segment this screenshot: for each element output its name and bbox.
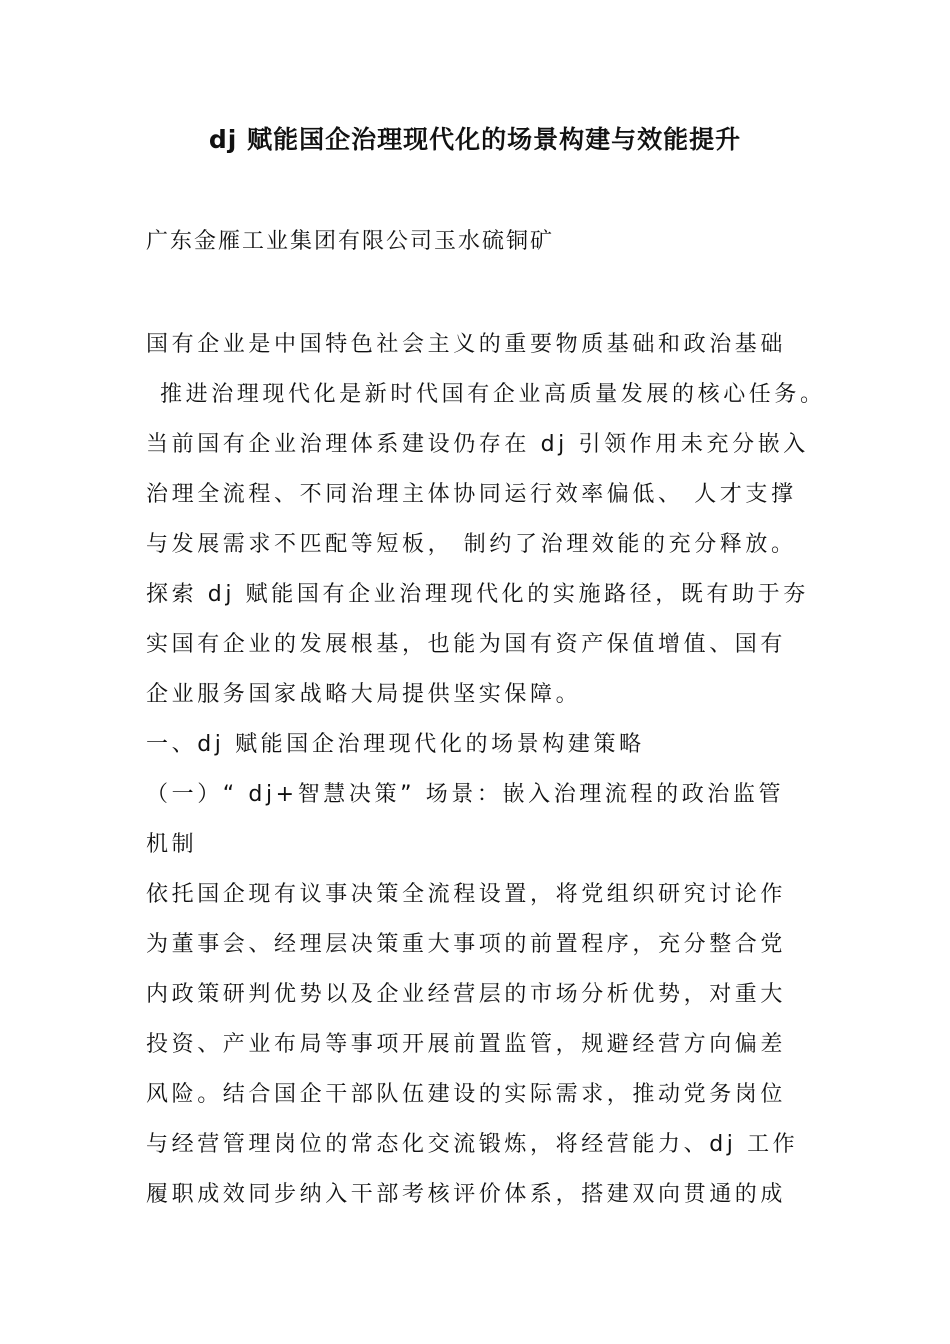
- author-affiliation: 广东金雁工业集团有限公司玉水硫铜矿: [146, 229, 555, 254]
- body-line: 为董事会、经理层决策重大事项的前置程序，充分整合党: [146, 932, 787, 957]
- body-line: 推进治理现代化是新时代国有企业高质量发展的核心任务。: [160, 382, 826, 407]
- body-line: 探索 dj 赋能国有企业治理现代化的实施路径，既有助于夯: [146, 582, 809, 607]
- body-line: 实国有企业的发展根基，也能为国有资产保值增值、国有: [146, 632, 787, 657]
- body-line: 履职成效同步纳入干部考核评价体系，搭建双向贯通的成: [146, 1182, 787, 1207]
- body-line: 依托国企现有议事决策全流程设置，将党组织研究讨论作: [146, 882, 787, 907]
- body-line: 内政策研判优势以及企业经营层的市场分析优势，对重大: [146, 982, 787, 1007]
- body-line: 国有企业是中国特色社会主义的重要物质基础和政治基础: [146, 332, 787, 357]
- document-body: [146, 320, 846, 1220]
- body-line: 当前国有企业治理体系建设仍存在 dj 引领作用未充分嵌入: [146, 432, 809, 457]
- body-line: 风险。结合国企干部队伍建设的实际需求，推动党务岗位: [146, 1082, 787, 1107]
- subsection-heading-cont: 机制: [146, 832, 198, 857]
- document-title: dj 赋能国企治理现代化的场景构建与效能提升: [208, 125, 742, 154]
- body-line: 与经营管理岗位的常态化交流锻炼，将经营能力、dj 工作: [146, 1132, 799, 1157]
- body-line: 与发展需求不匹配等短板， 制约了治理效能的充分释放。: [146, 532, 797, 557]
- body-line: 投资、产业布局等事项开展前置监管，规避经营方向偏差: [146, 1032, 787, 1057]
- section-heading: 一、dj 赋能国企治理现代化的场景构建策略: [146, 732, 645, 757]
- body-line: 企业服务国家战略大局提供坚实保障。: [146, 682, 582, 707]
- body-line: 治理全流程、不同治理主体协同运行效率偏低、 人才支撑: [146, 482, 797, 507]
- subsection-heading: （一）“ dj+智慧决策” 场景：嵌入治理流程的政治监管: [146, 782, 785, 807]
